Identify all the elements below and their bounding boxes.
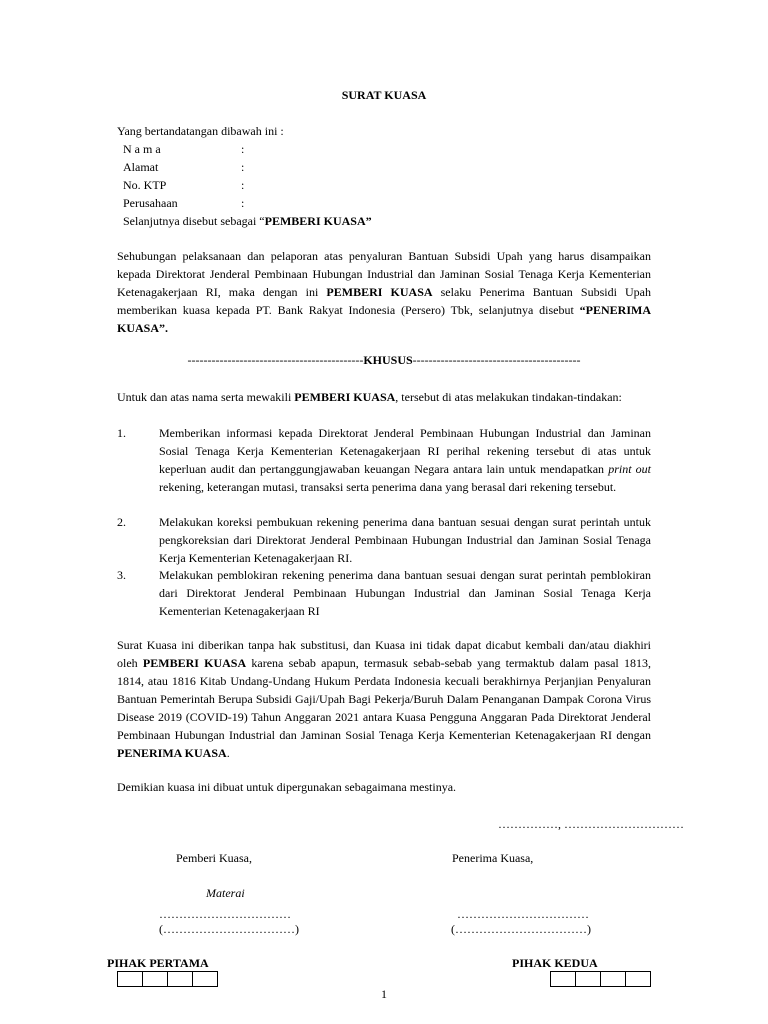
p3-text-2: karena sebab apapun, termasuk sebab-sebab yang termaktub dalam pasal 1813, 1814, atau 1816 Kitab Undang-Undang Hukum Perdata Indonesia kecuali berakhirnya Perjanjian Penyaluran Bantuan Pemerintah Berupa Subsidi Gaji/Upah Bagi Pekerja/Buruh Dalam Penanganan Dampak Corona Virus Disease 2019 (COVID-19) Tahun Anggaran 2021 antara Kuasa Pengguna Anggaran Pada Direktorat Jenderal Pembinaan Hubungan Industrial dan Jaminan Sosial Tenaga Kerja Kementerian Ketenagakerjaan RI dengan bbox=[117, 656, 652, 742]
initial-box bbox=[600, 971, 626, 987]
p2-text-2: , tersebut di atas melakukan tindakan-tindakan: bbox=[395, 390, 622, 404]
p1-bold-1: PEMBERI KUASA bbox=[326, 285, 433, 299]
p3-bold-2: PENERIMA KUASA bbox=[117, 746, 227, 760]
initial-box bbox=[575, 971, 601, 987]
p1-text-2: selaku Penerima Bantuan Subsidi Upah memberikan kuasa kepada PT. Bank Rakyat Indonesia (Persero) Tbk, selanjutnya disebut bbox=[117, 285, 651, 317]
field-label-alamat: Alamat bbox=[123, 160, 159, 174]
item-text: Melakukan pemblokiran rekening penerima dana bantuan sesuai dengan surat perintah pemblokiran dari Direktorat Jenderal Pembinaan Hubungan Industrial dan Jaminan Sosial Tenaga Kerja Kementerian Ketenagakerjaan RI bbox=[159, 568, 651, 618]
closing-text: Demikian kuasa ini dibuat untuk dipergunakan sebagaimana mestinya. bbox=[117, 780, 457, 794]
paragraph-2 bbox=[117, 388, 651, 406]
initial-boxes-left bbox=[118, 971, 218, 987]
intro-text: Yang bertandatangan dibawah ini : bbox=[117, 124, 284, 138]
list-item-number: 1. bbox=[117, 426, 126, 440]
initial-box bbox=[117, 971, 143, 987]
field-label-ktp: No. KTP bbox=[123, 178, 167, 192]
initial-boxes-right bbox=[551, 971, 651, 987]
signature-dots-right: …………………………… bbox=[457, 907, 589, 921]
signer-right-label: Penerima Kuasa, bbox=[452, 851, 534, 865]
item-text: Memberikan informasi kepada Direktorat Jenderal Pembinaan Hubungan Industrial dan Jaminan Sosial Tenaga Kerja Kementerian Ketenagakerjaan RI perihal rekening tersebut di atas untuk keperluan audit dan pertanggungjawaban keuangan Negara antara lain untuk mendapatkan bbox=[159, 426, 651, 476]
signature-name-right: (……………………………) bbox=[451, 922, 591, 936]
p1-text-1: Sehubungan pelaksanaan dan pelaporan atas penyaluran Bantuan Subsidi Upah yang harus disampaikan kepada Direktorat Jenderal Pembinaan Hubungan Industrial dan Jaminan Sosial Tenaga Kerja Kementerian Ketenagakerjaan RI, maka dengan ini bbox=[117, 249, 651, 299]
party-left-label: PIHAK PERTAMA bbox=[107, 956, 209, 970]
signature-dots-left: …………………………… bbox=[159, 907, 291, 921]
separator-left: -------------------------------------------- bbox=[187, 353, 364, 367]
initial-box bbox=[550, 971, 576, 987]
materai-label: Materai bbox=[206, 886, 245, 900]
party-right-label: PIHAK KEDUA bbox=[512, 956, 598, 970]
p3-bold-1: PEMBERI KUASA bbox=[142, 656, 247, 670]
p2-bold-1: PEMBERI KUASA bbox=[294, 390, 396, 404]
field-colon-nama: : bbox=[241, 142, 245, 156]
signature-name-left: (……………………………) bbox=[159, 922, 299, 936]
list-item-number: 2. bbox=[117, 515, 126, 529]
initial-box bbox=[167, 971, 193, 987]
section-separator bbox=[0, 353, 768, 368]
list-item bbox=[159, 424, 651, 496]
field-colon-perusahaan: : bbox=[241, 196, 245, 210]
item-text: Melakukan koreksi pembukuan rekening penerima dana bantuan sesuai dengan surat perintah untuk pengkoreksian dari Direktorat Jenderal Pembinaan Hubungan Industrial dan Jaminan Sosial Tenaga Kerja Kementerian Ketenagakerjaan RI. bbox=[159, 515, 651, 565]
list-item bbox=[159, 513, 651, 567]
signer-left-label: Pemberi Kuasa, bbox=[176, 851, 252, 865]
list-item bbox=[159, 566, 651, 620]
refer-pre: Selanjutnya disebut sebagai “ bbox=[123, 214, 265, 228]
place-date-line: ……………, ………………………… bbox=[498, 817, 684, 831]
p1-bold-2: “PENERIMA KUASA”. bbox=[117, 303, 651, 335]
initial-box bbox=[625, 971, 651, 987]
field-colon-alamat: : bbox=[241, 160, 245, 174]
field-label-perusahaan: Perusahaan bbox=[123, 196, 178, 210]
refer-bold: PEMBERI KUASA” bbox=[264, 214, 372, 228]
field-label-nama: N a m a bbox=[123, 142, 161, 156]
item-text-end: rekening, keterangan mutasi, transaksi serta penerima dana yang berasal dari rekening tersebut. bbox=[159, 480, 617, 494]
page-number: 1 bbox=[381, 987, 387, 1001]
paragraph-1 bbox=[117, 247, 651, 337]
initial-box bbox=[142, 971, 168, 987]
separator-right: ------------------------------------------ bbox=[412, 353, 581, 367]
p3-text-1: Surat Kuasa ini diberikan tanpa hak substitusi, dan Kuasa ini tidak dapat dicabut kembali dan/atau diakhiri oleh bbox=[117, 638, 651, 670]
item-italic: print out bbox=[608, 462, 651, 476]
field-colon-ktp: : bbox=[241, 178, 245, 192]
refer-line bbox=[123, 212, 372, 230]
separator-title: KHUSUS bbox=[363, 353, 413, 367]
document-title: SURAT KUASA bbox=[341, 88, 427, 102]
p3-text-3: . bbox=[226, 746, 230, 760]
p2-text-1: Untuk dan atas nama serta mewakili bbox=[117, 390, 295, 404]
list-item-number: 3. bbox=[117, 568, 126, 582]
paragraph-3 bbox=[117, 636, 651, 762]
initial-box bbox=[192, 971, 218, 987]
